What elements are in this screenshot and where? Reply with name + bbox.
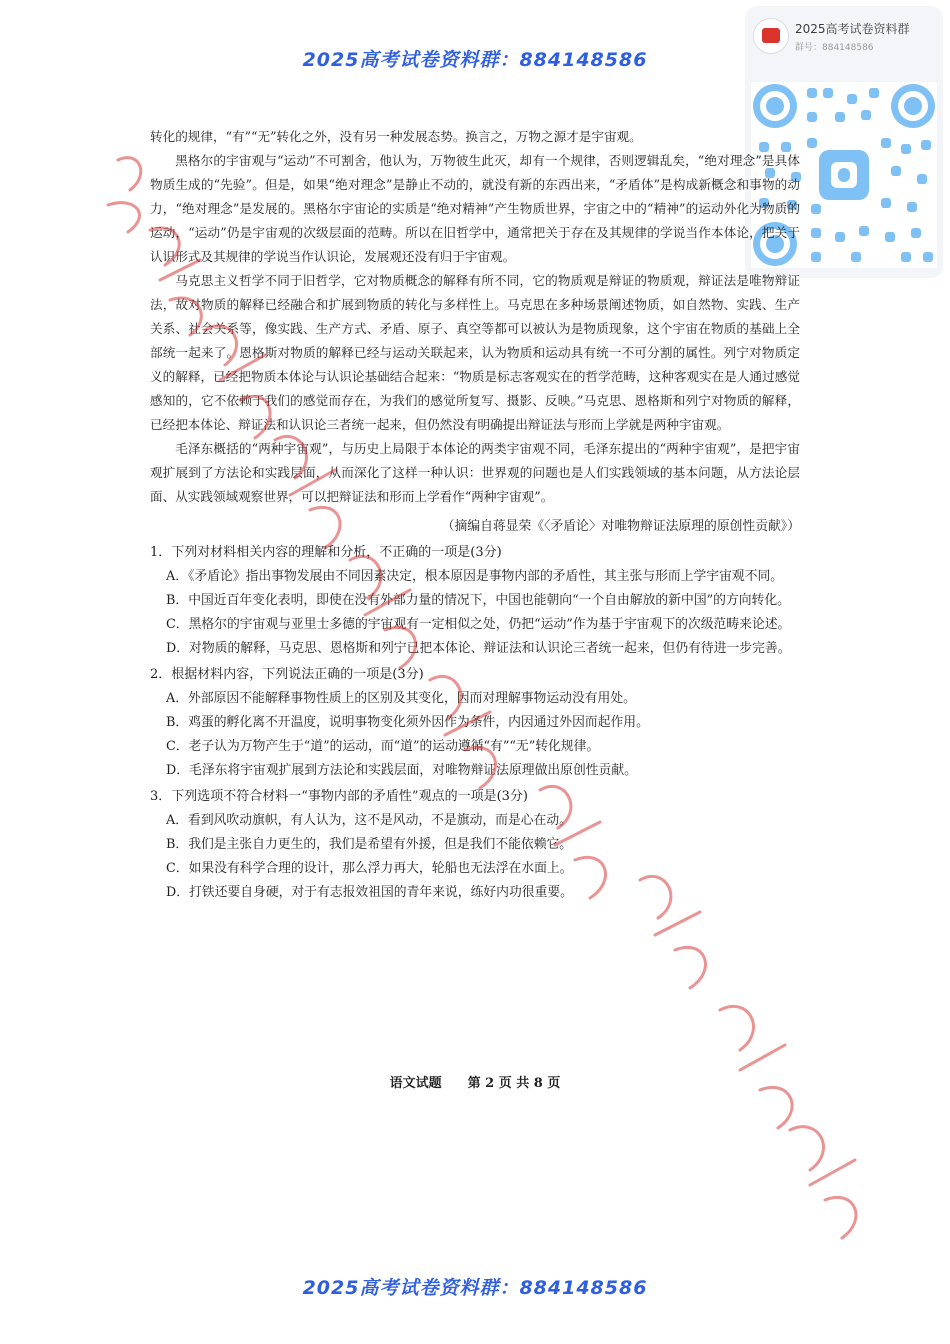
question-option: D．对物质的解释，马克思、恩格斯和列宁已把本体论、辩证法和认识论三者统一起来，但仍有待进一步完善。 <box>166 641 791 656</box>
question-stem: 3．下列选项不符合材料一“事物内部的矛盾性”观点的一项是(3分) <box>150 789 528 804</box>
question-option: C．如果没有科学合理的设计，那么浮力再大，轮船也无法浮在水面上。 <box>166 861 573 876</box>
page-footer: 语文试题 第 2 页 共 8 页 <box>389 1076 561 1091</box>
question-option: B．我们是主张自力更生的，我们是希望有外援，但是我们不能依赖它。 <box>166 837 573 852</box>
watermark-banner-top: 2025高考试卷资料群：884148586 <box>302 49 648 71</box>
exam-page-text <box>150 125 800 905</box>
question-option: A．看到风吹动旗帜，有人认为，这不是风动，不是旗动，而是心在动。 <box>166 813 572 828</box>
question-option: B．中国近百年变化表明，即使在没有外部力量的情况下，中国也能朝向“一个自由解放的新中国”的方向转化。 <box>166 593 790 608</box>
paragraph: 转化的规律，“有”“无”转化之外，没有另一种发展态势。换言之，万物之源才是宇宙观。 <box>150 129 642 144</box>
question-option: A．《矛盾论》指出事物发展由不同因素决定，根本原因是事物内部的矛盾性，其主张与形而上学宇宙观不同。 <box>166 569 784 584</box>
question-stem: 2．根据材料内容，下列说法正确的一项是(3分) <box>150 667 424 682</box>
question-option: A．外部原因不能解释事物性质上的区别及其变化，因而对理解事物运动没有用处。 <box>166 691 636 706</box>
source-citation: （摘编自蒋显荣《〈矛盾论〉对唯物辩证法原理的原创性贡献》） <box>441 519 800 534</box>
question-option: D．毛泽东将宇宙观扩展到方法论和实践层面，对唯物辩证法原理做出原创性贡献。 <box>166 763 637 778</box>
qr-group-title: 2025高考试卷资料群 <box>795 22 910 36</box>
paragraph: 毛泽东概括的“两种宇宙观”，与历史上局限于本体论的两类宇宙观不同，毛泽东提出的“两种宇宙观”，是把宇宙观扩展到了方法论和实践层面，从而深化了这样一种认识：世界观的问题也是人们实践领域的基本问题，从方法论层面、从实践领域观察世界，可以把辩证法和形而上学看作“两种宇宙观”。 <box>150 441 800 504</box>
question-option: B．鸡蛋的孵化离不开温度，说明事物变化须外因作为条件，内因通过外因而起作用。 <box>166 715 649 730</box>
watermark-banner-bottom: 2025高考试卷资料群：884148586 <box>302 1277 648 1299</box>
qr-header <box>753 16 938 60</box>
question-option: C．黑格尔的宇宙观与亚里士多德的宇宙观有一定相似之处，仍把“运动”作为基于宇宙观下的次级范畴来论述。 <box>166 617 791 632</box>
qr-group-number: 群号：884148586 <box>795 43 874 53</box>
question-stem: 1．下列对材料相关内容的理解和分析，不正确的一项是(3分) <box>150 545 502 560</box>
question-option: C．老子认为万物产生于“道”的运动，而“道”的运动遵循“有”“无”转化规律。 <box>166 739 600 754</box>
paragraph: 马克思主义哲学不同于旧哲学，它对物质概念的解释有所不同，它的物质观是辩证的物质观，辩证法是唯物辩证法，故对物质的解释已经融合和扩展到物质的转化与多样性上。马克思在多种场景阐述物质，如自然物、实践、生产关系、社会关系等，像实践、生产方式、矛盾、原子、真空等都可以被认为是物质现象，这个宇宙在物质的基础上全部统一起来了。恩格斯对物质的解释已经与运动关联起来，认为物质和运动具有统一不可分割的属性。列宁对物质定义的解释，已经把物质本体论与认识论基础结合起来：“物质是标志客观实在的哲学范畴，这种客观实在是人通过感觉感知的，它不依赖于我们的感觉而存在，为我们的感觉所复写、摄影、反映。”马克思、恩格斯和列宁对物质的解释，已经把本体论、辩证法和认识论三者统一起来，但仍然没有明确提出辩证法与形而上学就是两种宇宙观。 <box>150 273 800 432</box>
paragraph: 黑格尔的宇宙观与“运动”不可割舍，他认为，万物彼生此灭，却有一个规律，否则逻辑乱矣，“绝对理念”是具体物质生成的“先验”。但是，如果“绝对理念”是静止不动的，就没有新的东西出来，“矛盾体”是构成新概念和事物的动力，“绝对理念”是发展的。黑格尔宇宙论的实质是“绝对精神”产生物质世界，宇宙之中的“精神”的运动外化为物质的运动，“运动”仍是宇宙观的次级层面的范畴。所以在旧哲学中，通常把关于存在及其规律的学说当作本体论，把关于认识形式及其规律的学说当作认识论，发展观还没有归于宇宙观。 <box>150 153 800 264</box>
question-option: D．打铁还要自身硬，对于有志报效祖国的青年来说，练好内功很重要。 <box>166 885 573 900</box>
group-avatar-icon <box>753 18 789 54</box>
